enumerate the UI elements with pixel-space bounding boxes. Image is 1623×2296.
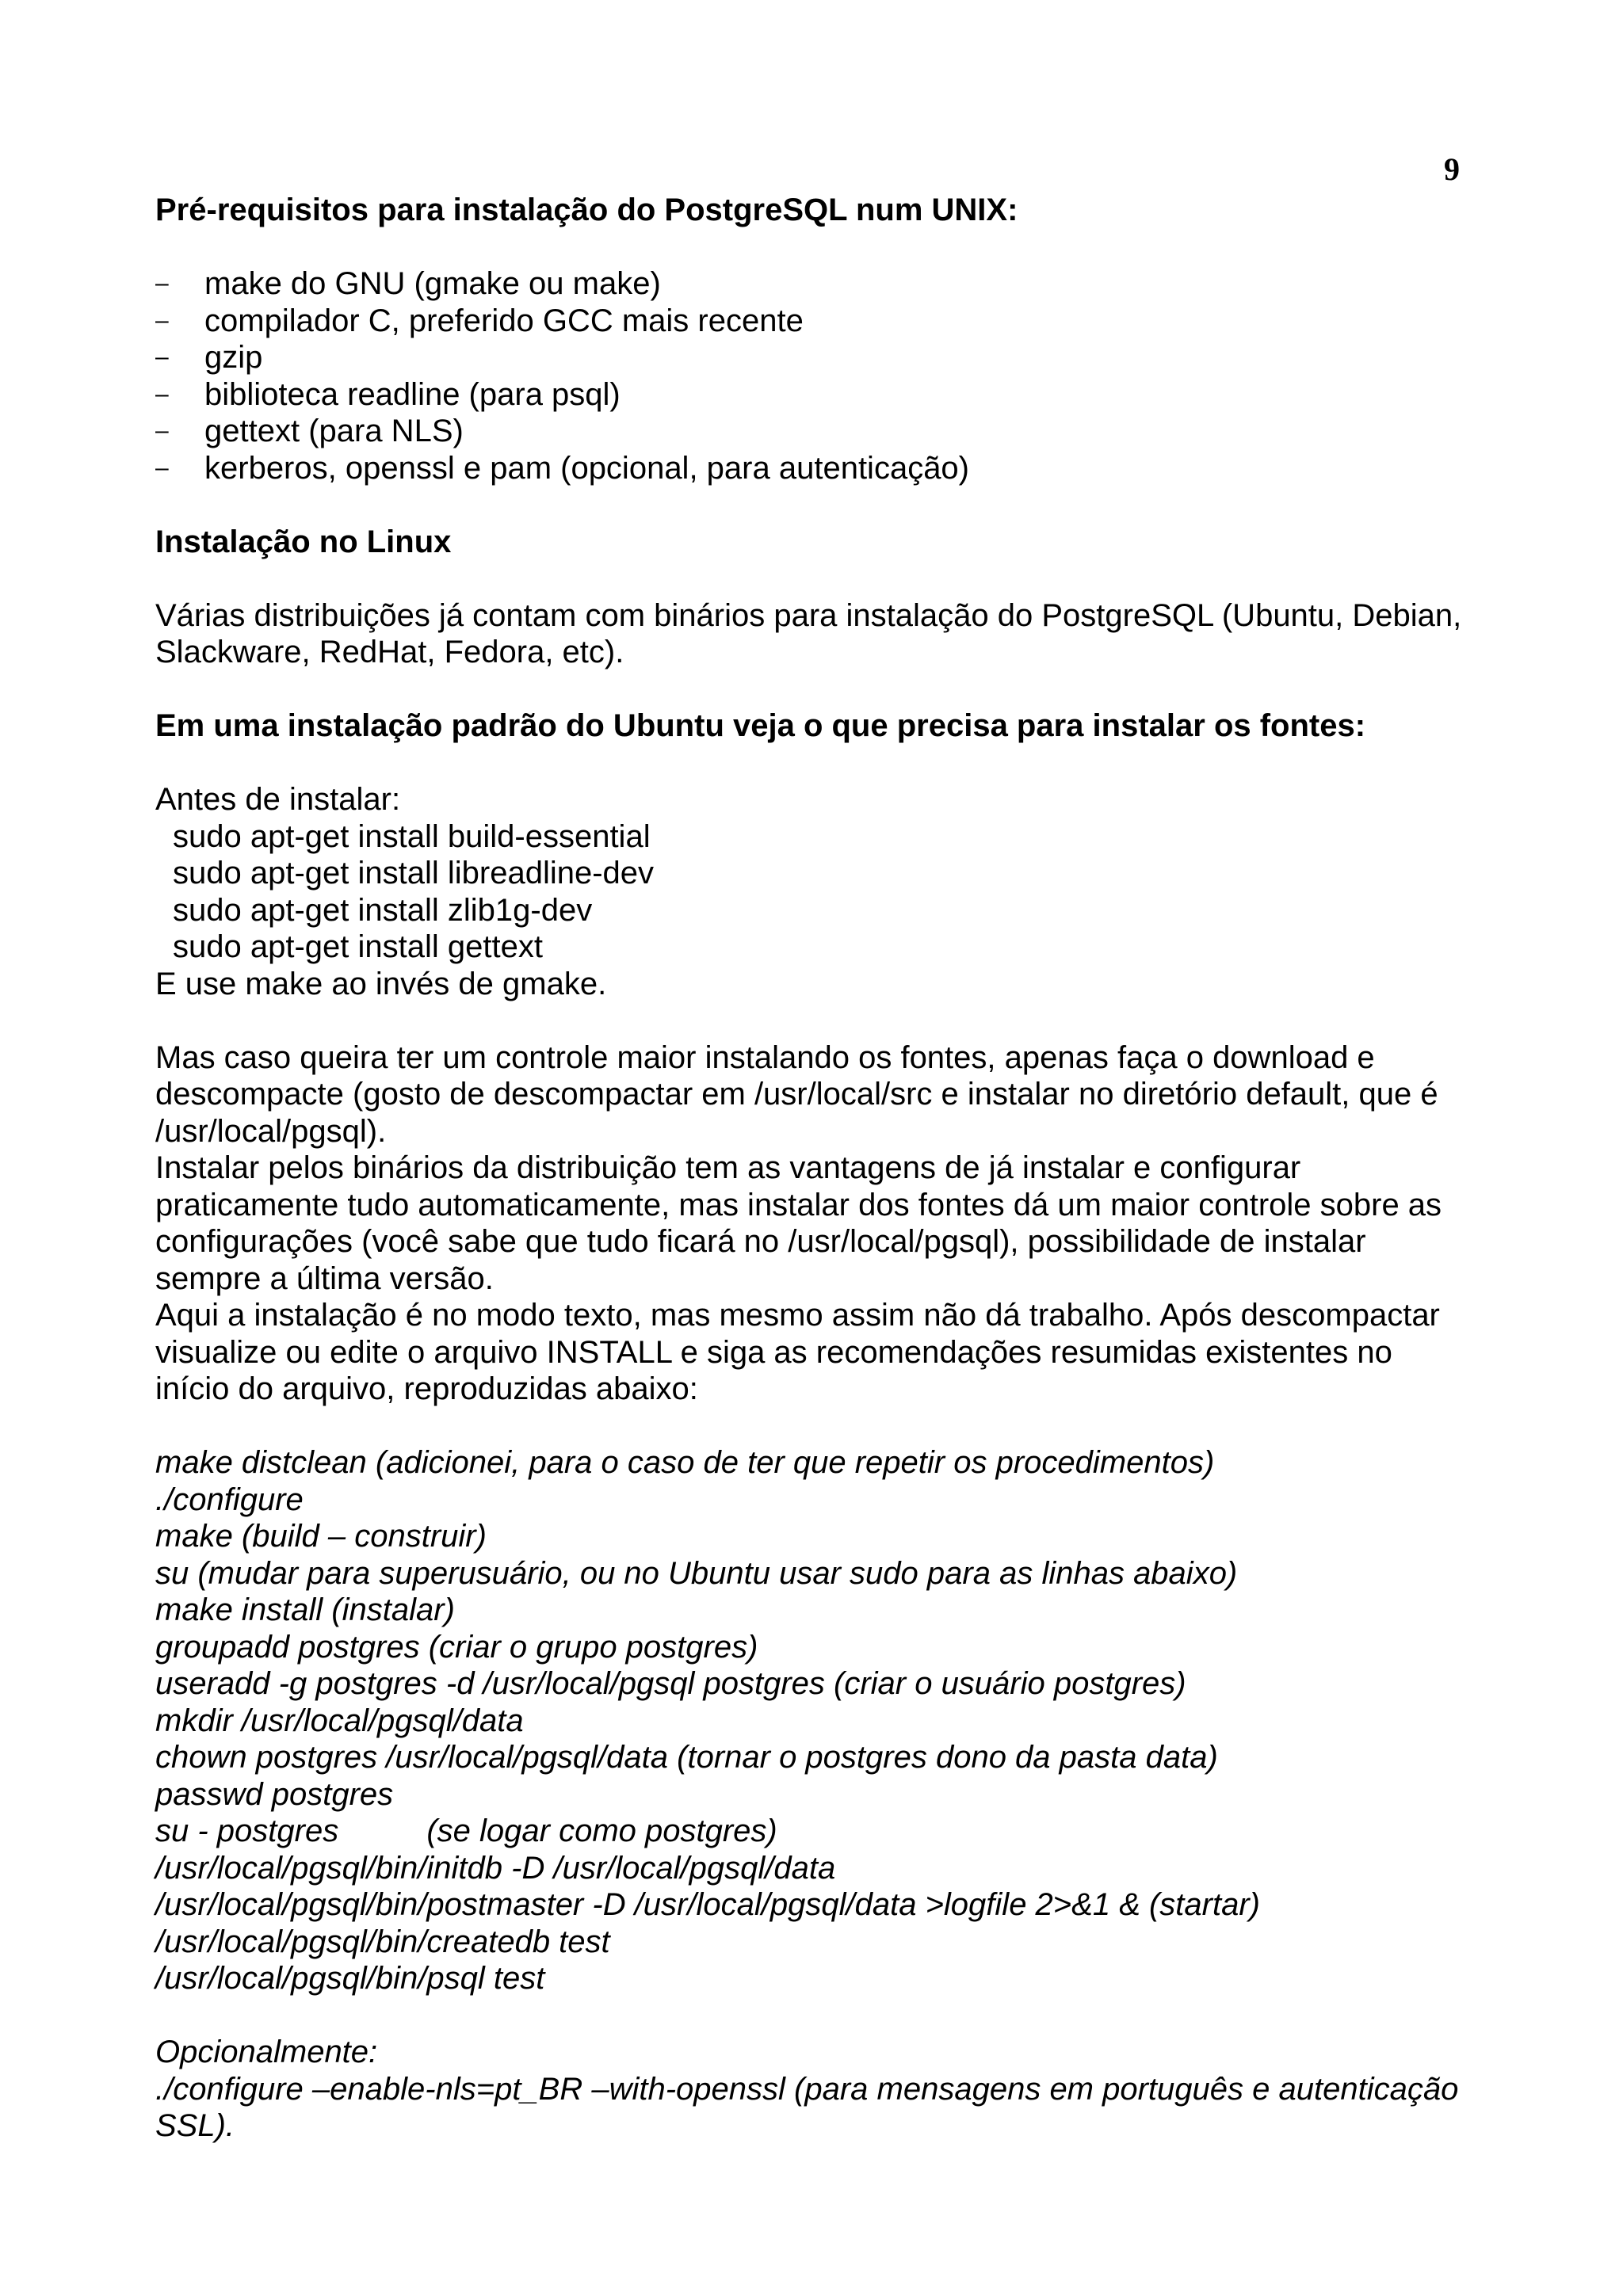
dash-bullet: –	[155, 380, 169, 407]
text-line: Antes de instalar:	[155, 782, 401, 817]
linux-install-heading: Instalação no Linux	[155, 524, 452, 559]
command-line: sudo apt-get install build-essential	[173, 818, 651, 854]
step-line: /usr/local/pgsql/bin/createdb test	[155, 1924, 610, 1959]
list-item: – kerberos, openssl e pam (opcional, para autenticação)	[155, 450, 969, 486]
ubuntu-install-heading: Em uma instalação padrão do Ubuntu veja o que precisa para instalar os fontes:	[155, 708, 1366, 743]
dash-bullet: –	[155, 418, 169, 444]
text-line: Aqui a instalação é no modo texto, mas mesmo assim não dá trabalho. Após descompactar	[155, 1298, 1440, 1333]
command-line: sudo apt-get install libreadline-dev	[173, 856, 655, 891]
step-line: /usr/local/pgsql/bin/initdb -D /usr/local/pgsql/data	[155, 1850, 836, 1886]
step-line: useradd -g postgres -d /usr/local/pgsql postgres (criar o usuário postgres)	[155, 1666, 1186, 1701]
text-line: /usr/local/pgsql).	[155, 1113, 387, 1149]
list-item: – compilador C, preferido GCC mais recente	[155, 303, 804, 338]
text-line: início do arquivo, reproduzidas abaixo:	[155, 1371, 698, 1406]
text-line: Várias distribuições já contam com binários para instalação do PostgreSQL (Ubuntu, Debian,	[155, 597, 1462, 633]
command-line: sudo apt-get install gettext	[173, 929, 543, 964]
text-line: configurações (você sabe que tudo ficará no /usr/local/pgsql), possibilidade de instalar	[155, 1224, 1366, 1259]
step-line: mkdir /usr/local/pgsql/data	[155, 1703, 524, 1738]
step-line: groupadd postgres (criar o grupo postgres)	[155, 1629, 758, 1665]
list-item: – make do GNU (gmake ou make)	[155, 266, 661, 301]
text-line: Slackware, RedHat, Fedora, etc).	[155, 635, 624, 669]
step-line: su (mudar para superusuário, ou no Ubuntu usar sudo para as linhas abaixo)	[155, 1555, 1238, 1591]
list-item: – biblioteca readline (para psql)	[155, 376, 621, 412]
text-line: Mas caso queira ter um controle maior instalando os fontes, apenas faça o download e	[155, 1039, 1375, 1075]
step-line: ./configure	[155, 1482, 304, 1517]
step-line: /usr/local/pgsql/bin/psql test	[155, 1961, 545, 1996]
page-number: 9	[1444, 151, 1460, 187]
text-line: E use make ao invés de gmake.	[155, 966, 607, 1001]
dash-bullet: –	[155, 454, 169, 481]
step-line: make install (instalar)	[155, 1592, 455, 1627]
prerequisites-list	[155, 265, 1534, 486]
dash-bullet: –	[155, 344, 169, 370]
step-line: su - postgres (se logar como postgres)	[155, 1814, 777, 1848]
step-line: /usr/local/pgsql/bin/postmaster -D /usr/local/pgsql/data >logfile 2>&1 & (startar)	[155, 1887, 1260, 1922]
step-line: passwd postgres	[155, 1776, 394, 1812]
step-line: chown postgres /usr/local/pgsql/data (tornar o postgres dono da pasta data)	[155, 1740, 1218, 1775]
page-content	[155, 192, 1534, 2145]
text-line: descompacte (gosto de descompactar em /usr/local/src e instalar no diretório default, que é	[155, 1077, 1438, 1112]
step-line: ./configure –enable-nls=pt_BR –with-openssl (para mensagens em português e autenticação	[155, 2071, 1459, 2107]
list-item: – gettext (para NLS)	[155, 414, 464, 448]
step-line: SSL).	[155, 2108, 235, 2143]
text-line: visualize ou edite o arquivo INSTALL e siga as recomendações resumidas existentes no	[155, 1334, 1392, 1370]
text-line: Instalar pelos binários da distribuição tem as vantagens de já instalar e configurar	[155, 1150, 1301, 1185]
prerequisites-heading: Pré-requisitos para instalação do PostgreSQL num UNIX:	[155, 193, 1018, 227]
step-line: make distclean (adicionei, para o caso de ter que repetir os procedimentos)	[155, 1445, 1215, 1480]
optional-label: Opcionalmente:	[155, 2035, 378, 2069]
step-line: make (build – construir)	[155, 1519, 487, 1554]
command-line: sudo apt-get install zlib1g-dev	[173, 892, 593, 928]
text-line: sempre a última versão.	[155, 1261, 494, 1296]
dash-bullet: –	[155, 270, 169, 296]
text-line: praticamente tudo automaticamente, mas instalar dos fontes dá um maior controle sobre as	[155, 1187, 1442, 1222]
dash-bullet: –	[155, 307, 169, 334]
list-item: – gzip	[155, 340, 263, 375]
